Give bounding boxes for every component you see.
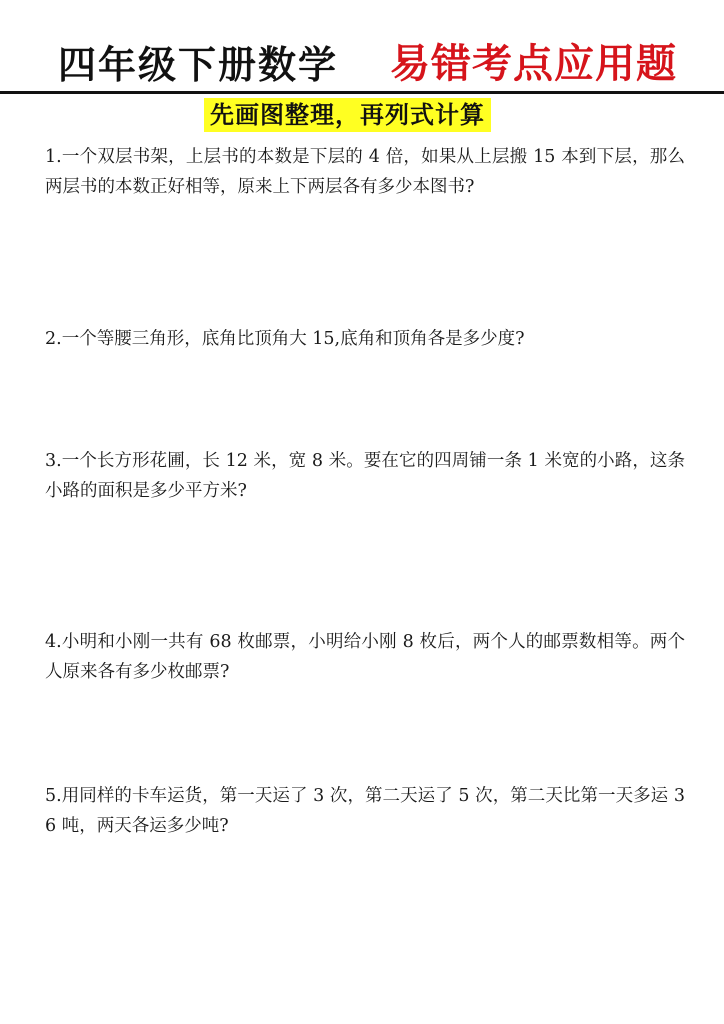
page-title-highlight: 易错考点应用题 [390,40,677,87]
question-2: 2.一个等腰三角形，底角比顶角大 15,底角和顶角各是多少度? [45,329,525,349]
question-1: 1.一个双层书架，上层书的本数是下层的 4 倍，如果从上层搬 15 本到下层，那么两层书的本数正好相等，原来上下两层各有多少本图书? [45,147,685,197]
header-divider [0,91,724,94]
question-3: 3.一个长方形花圃，长 12 米，宽 8 米。要在它的四周铺一条 1 米宽的小路，这条小路的面积是多少平方米? [45,451,685,501]
page-header [0,28,724,90]
question-5: 5.用同样的卡车运货，第一天运了 3 次，第二天运了 5 次，第二天比第一天多运 36 吨，两天各运多少吨? [45,786,685,836]
page-title: 四年级下册数学 [58,43,339,87]
question-4: 4.小明和小刚一共有 68 枚邮票，小明给小刚 8 枚后，两个人的邮票数相等。两个人原来各有多少枚邮票? [45,632,685,682]
instruction-banner: 先画图整理，再列式计算 [204,98,491,132]
